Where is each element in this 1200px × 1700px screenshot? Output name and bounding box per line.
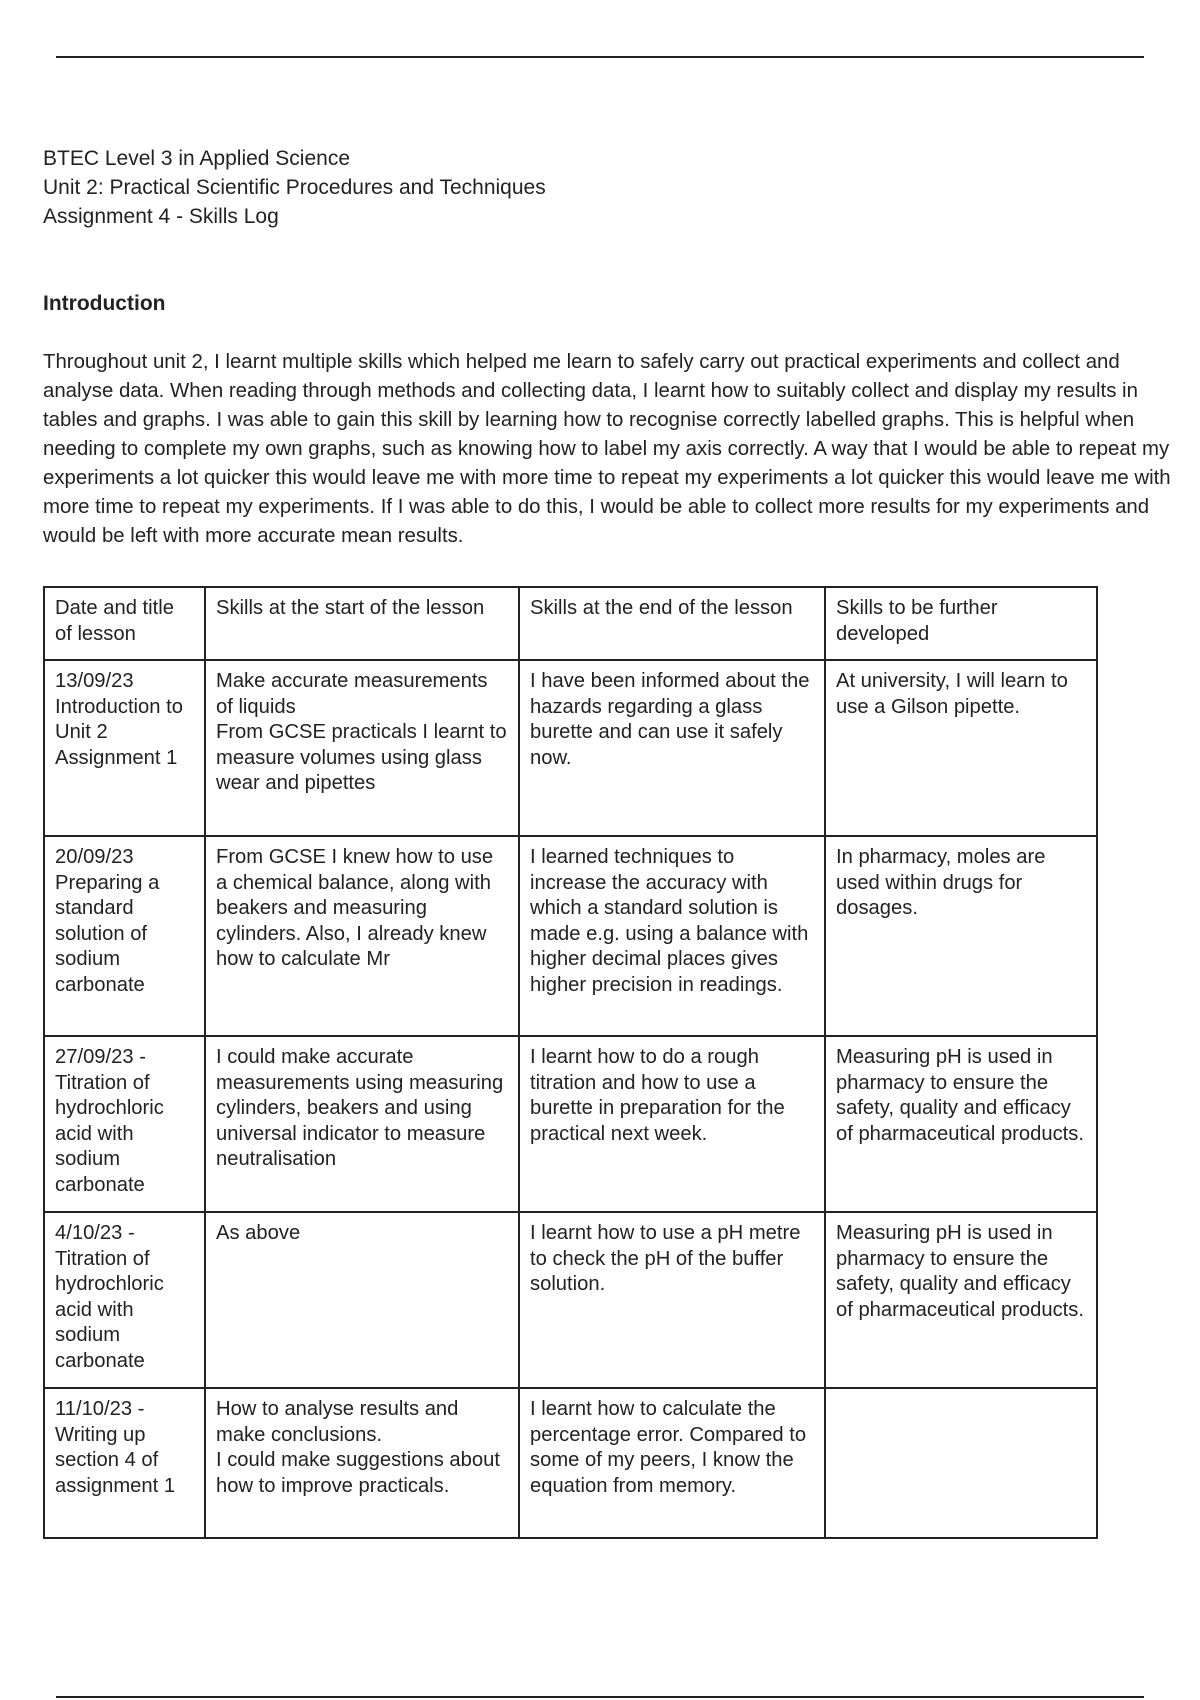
cell-skills-start: Make accurate measurements of liquids From GCSE practicals I learnt to measure volumes using glass wear and pipettes <box>205 660 519 836</box>
cell-skills-end: I learnt how to use a pH metre to check the pH of the buffer solution. <box>519 1212 825 1388</box>
unit-title: Unit 2: Practical Scientific Procedures and Techniques <box>43 176 546 199</box>
document-header <box>43 144 546 231</box>
cell-skills-develop: In pharmacy, moles are used within drugs for dosages. <box>825 836 1097 1036</box>
cell-skills-develop <box>825 1388 1097 1538</box>
cell-skills-develop: At university, I will learn to use a Gilson pipette. <box>825 660 1097 836</box>
table-row <box>44 660 1097 836</box>
header-skills-develop: Skills to be further developed <box>825 587 1097 660</box>
cell-date-title: 13/09/23 Introduction to Unit 2 Assignment 1 <box>44 660 205 836</box>
cell-skills-end: I learnt how to do a rough titration and how to use a burette in preparation for the practical next week. <box>519 1036 825 1212</box>
cell-date-title: 27/09/23 - Titration of hydrochloric acid with sodium carbonate <box>44 1036 205 1212</box>
table-row <box>44 1036 1097 1212</box>
introduction-heading: Introduction <box>43 292 166 315</box>
cell-skills-end: I learned techniques to increase the accuracy with which a standard solution is made e.g. using a balance with higher decimal places gives higher precision in readings. <box>519 836 825 1036</box>
skills-log-table <box>43 586 1098 1539</box>
table-row <box>44 836 1097 1036</box>
table-row <box>44 1388 1097 1538</box>
cell-skills-develop: Measuring pH is used in pharmacy to ensure the safety, quality and efficacy of pharmaceutical products. <box>825 1212 1097 1388</box>
qualification-title: BTEC Level 3 in Applied Science <box>43 147 351 170</box>
table-header-row <box>44 587 1097 660</box>
cell-date-title: 20/09/23 Preparing a standard solution of sodium carbonate <box>44 836 205 1036</box>
header-skills-end: Skills at the end of the lesson <box>519 587 825 660</box>
cell-date-title: 11/10/23 - Writing up section 4 of assignment 1 <box>44 1388 205 1538</box>
header-date-title: Date and title of lesson <box>44 587 205 660</box>
cell-skills-start: From GCSE I knew how to use a chemical balance, along with beakers and measuring cylinders. Also, I already knew how to calculate Mr <box>205 836 519 1036</box>
header-skills-start: Skills at the start of the lesson <box>205 587 519 660</box>
cell-skills-start: As above <box>205 1212 519 1388</box>
cell-skills-start: How to analyse results and make conclusions. I could make suggestions about how to improve practicals. <box>205 1388 519 1538</box>
bottom-divider <box>56 1696 1144 1698</box>
cell-skills-end: I learnt how to calculate the percentage error. Compared to some of my peers, I know the equation from memory. <box>519 1388 825 1538</box>
cell-date-title: 4/10/23 - Titration of hydrochloric acid with sodium carbonate <box>44 1212 205 1388</box>
top-divider <box>56 56 1144 58</box>
assignment-title: Assignment 4 - Skills Log <box>43 205 279 228</box>
cell-skills-start: I could make accurate measurements using measuring cylinders, beakers and using universal indicator to measure neutralisation <box>205 1036 519 1212</box>
cell-skills-end: I have been informed about the hazards regarding a glass burette and can use it safely now. <box>519 660 825 836</box>
cell-skills-develop: Measuring pH is used in pharmacy to ensure the safety, quality and efficacy of pharmaceutical products. <box>825 1036 1097 1212</box>
introduction-paragraph: Throughout unit 2, I learnt multiple skills which helped me learn to safely carry out practical experiments and collect and analyse data. When reading through methods and collecting data, I learnt how to suitably collect and display my results in tables and graphs. I was able to gain this skill by learning how to recognise correctly labelled graphs. This is helpful when needing to complete my own graphs, such as knowing how to label my axis correctly. A way that I would be able to repeat my experiments a lot quicker this would leave me with more time to repeat my experiments a lot quicker this would leave me with more time to repeat my experiments. If I was able to do this, I would be able to collect more results for my experiments and would be left with more accurate mean results. <box>43 351 1171 547</box>
table-row <box>44 1212 1097 1388</box>
